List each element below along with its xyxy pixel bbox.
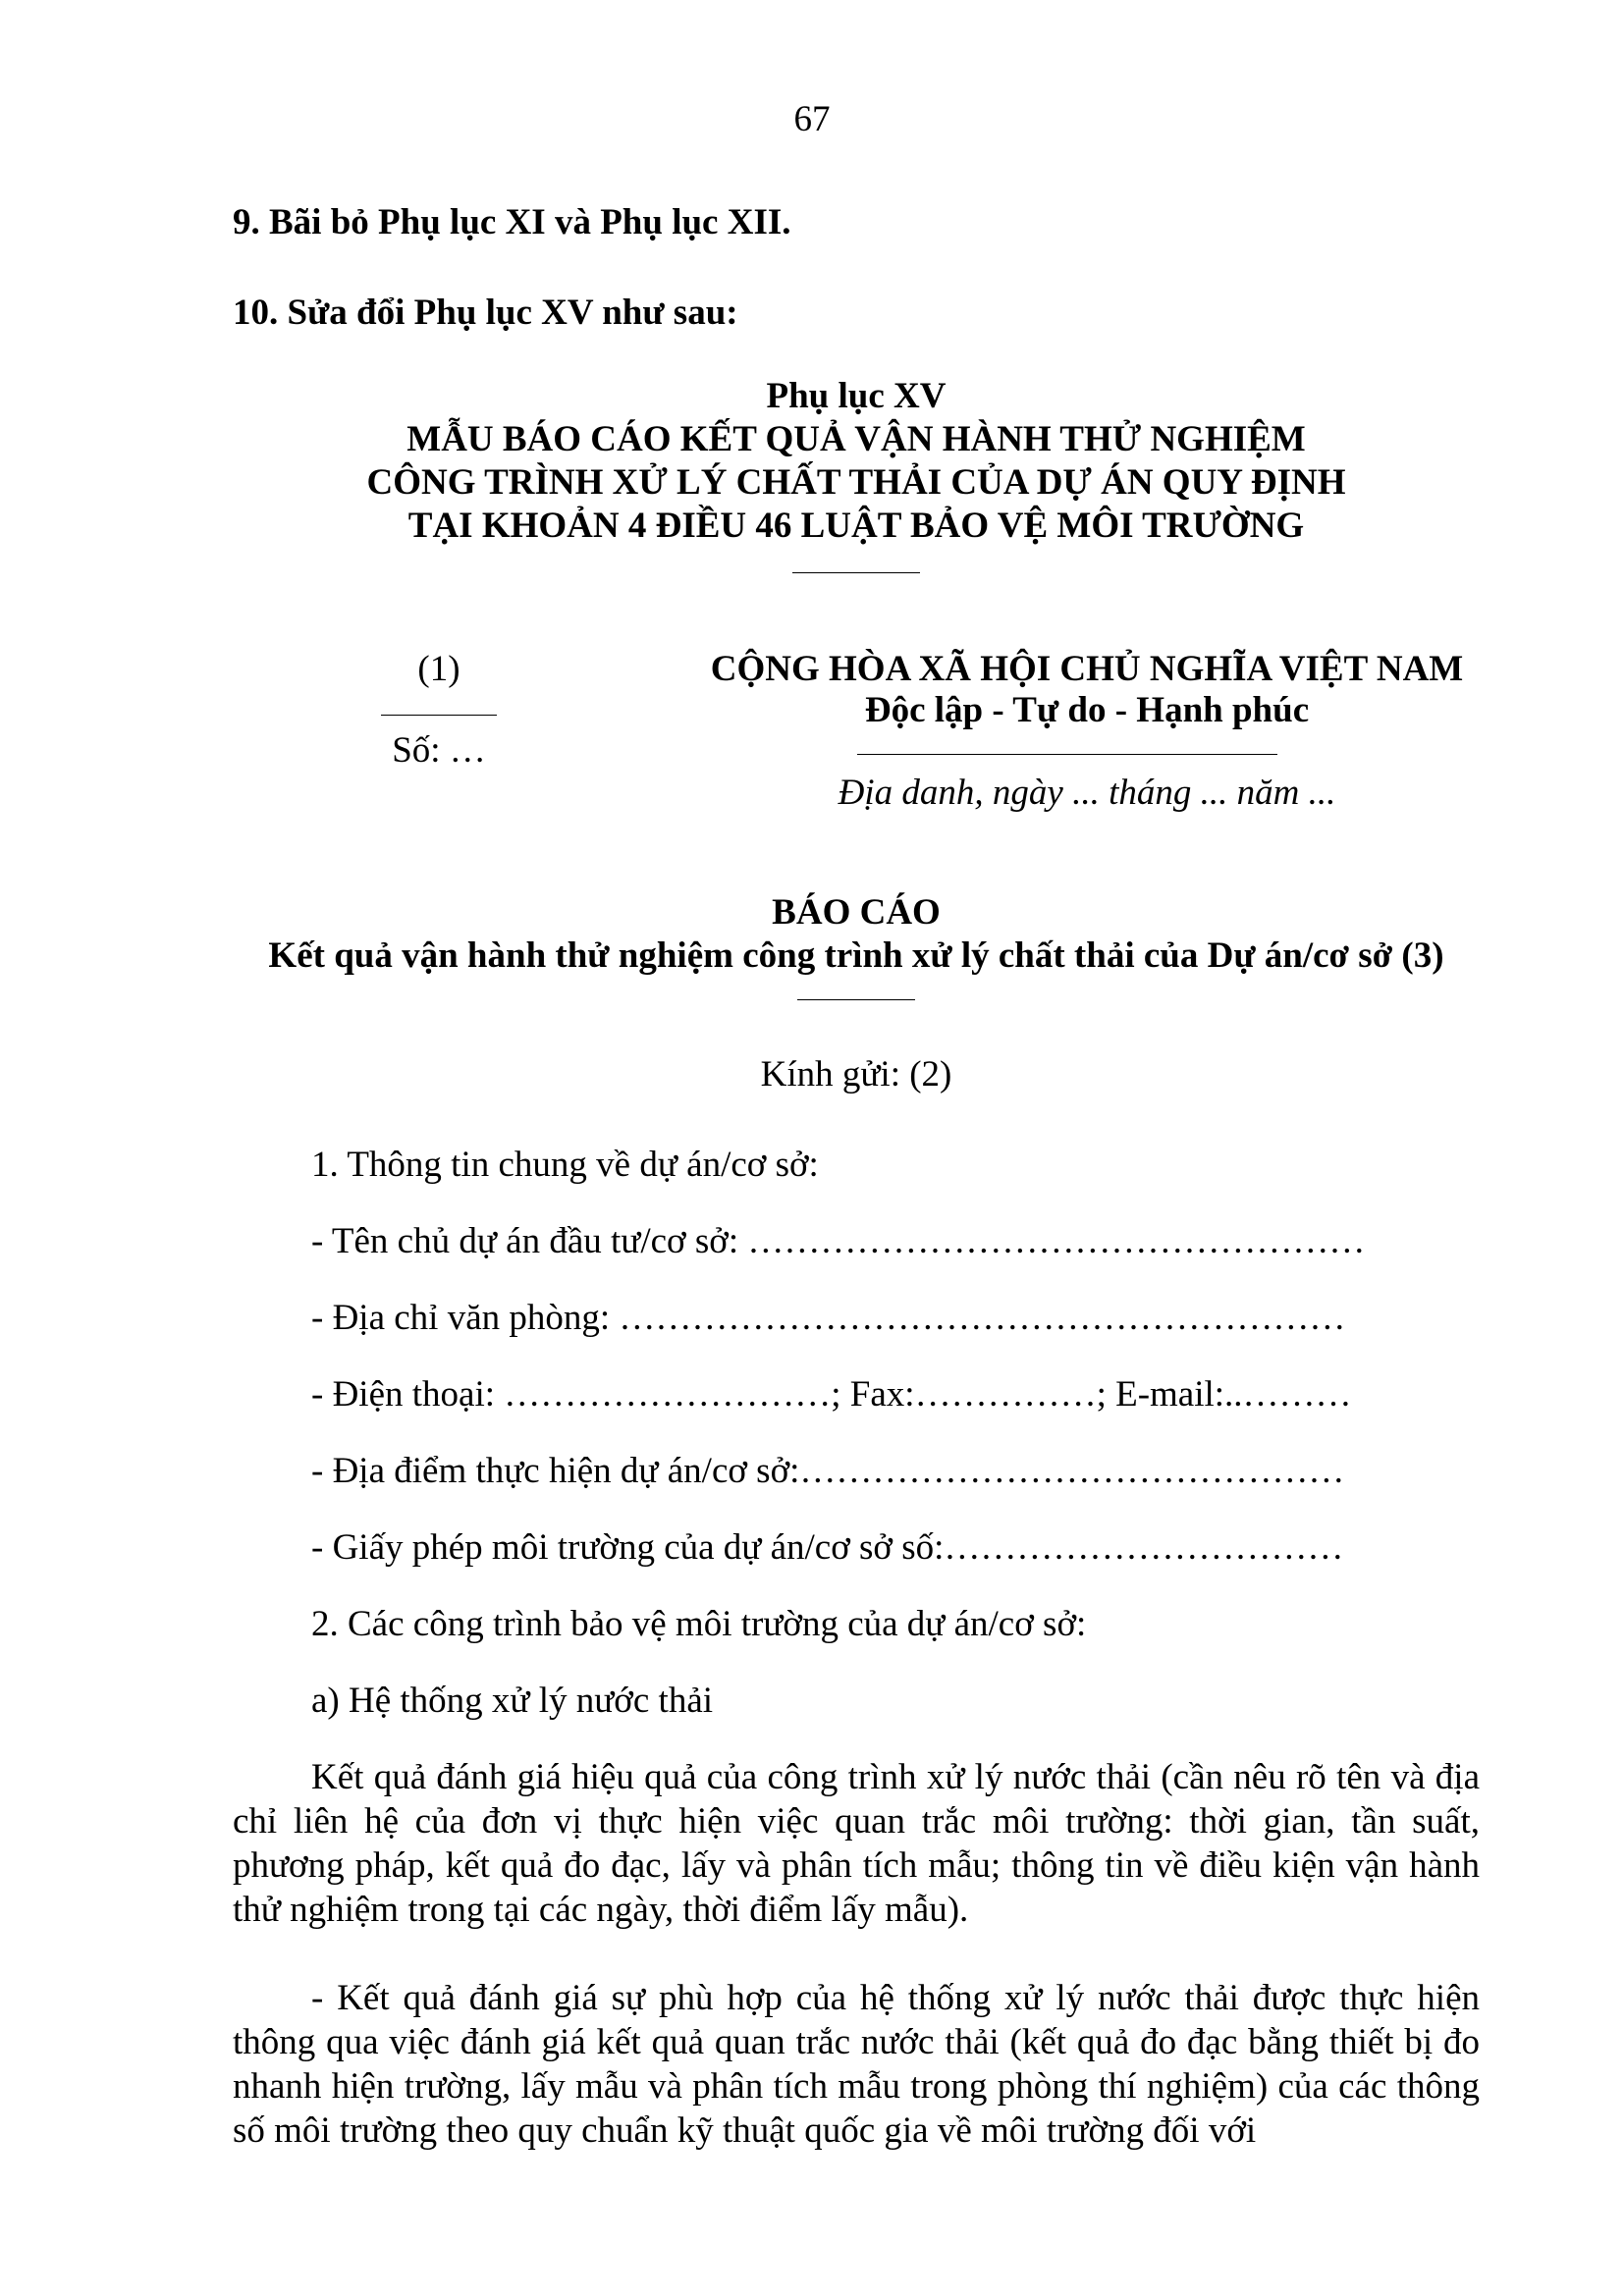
report-divider bbox=[797, 999, 915, 1000]
project-location-field: - Địa điểm thực hiện dự án/cơ sở:……………………………………… bbox=[311, 1451, 1345, 1491]
appendix-label: Phụ lục XV bbox=[766, 376, 947, 416]
appendix-divider bbox=[792, 572, 920, 573]
contact-field: - Điện thoại: ………………………; Fax:……………; E-mail:..……… bbox=[311, 1374, 1352, 1415]
office-address-field: - Địa chỉ văn phòng: …………………………………………………… bbox=[311, 1298, 1346, 1338]
environmental-permit-field: - Giấy phép môi trường của dự án/cơ sở số:…………………………… bbox=[311, 1527, 1344, 1568]
country-name: CỘNG HÒA XÃ HỘI CHỦ NGHĨA VIỆT NAM bbox=[710, 649, 1464, 689]
appendix-title-block bbox=[233, 375, 1480, 548]
page-number: 67 bbox=[793, 99, 831, 139]
appendix-title-line1: MẪU BÁO CÁO KẾT QUẢ VẬN HÀNH THỬ NGHIỆM bbox=[406, 419, 1306, 459]
motto-divider bbox=[857, 754, 1277, 755]
document-number: Số: … bbox=[392, 730, 486, 771]
amendment-item-10: 10. Sửa đổi Phụ lục XV như sau: bbox=[233, 293, 738, 333]
recipient-line: Kính gửi: (2) bbox=[760, 1054, 952, 1095]
amendment-item-9: 9. Bãi bỏ Phụ lục XI và Phụ lục XII. bbox=[233, 202, 791, 242]
section2-sub-a: a) Hệ thống xử lý nước thải bbox=[311, 1681, 714, 1721]
place-date: Địa danh, ngày ... tháng ... năm ... bbox=[838, 773, 1336, 813]
section2-heading: 2. Các công trình bảo vệ môi trường của dự án/cơ sở: bbox=[311, 1604, 1087, 1644]
issuing-org: (1) bbox=[417, 649, 460, 689]
report-title: BÁO CÁO bbox=[772, 892, 941, 933]
national-motto: Độc lập - Tự do - Hạnh phúc bbox=[864, 690, 1310, 730]
issuing-org-divider bbox=[381, 715, 497, 716]
appendix-title-line3: TẠI KHOẢN 4 ĐIỀU 46 LUẬT BẢO VỆ MÔI TRƯỜNG bbox=[407, 506, 1305, 546]
section1-heading: 1. Thông tin chung về dự án/cơ sở: bbox=[311, 1145, 819, 1185]
section2-paragraph-2: - Kết quả đánh giá sự phù hợp của hệ thống xử lý nước thải được thực hiện thông qua việc đánh giá kết quả quan trắc nước thải (kết quả đo đạc bằng thiết bị đo nhanh hiện trường, lấy mẫu và phân tích mẫu trong phòng thí nghiệm) của các thông số môi trường theo quy chuẩn kỹ thuật quốc gia về môi trường đối với bbox=[233, 1978, 1480, 2151]
section2-paragraph-1: Kết quả đánh giá hiệu quả của công trình xử lý nước thải (cần nêu rõ tên và địa chỉ liên hệ của đơn vị thực hiện việc quan trắc môi trường: thời gian, tần suất, phương pháp, kết quả đo đạc, lấy và phân tích mẫu; thông tin về điều kiện vận hành thử nghiệm trong tại các ngày, thời điểm lấy mẫu). bbox=[233, 1757, 1480, 1930]
appendix-title-line2: CÔNG TRÌNH XỬ LÝ CHẤT THẢI CỦA DỰ ÁN QUY ĐỊNH bbox=[366, 462, 1346, 503]
owner-name-field: - Tên chủ dự án đầu tư/cơ sở: …………………………………………… bbox=[311, 1221, 1366, 1261]
report-subtitle: Kết quả vận hành thử nghiệm công trình xử lý chất thải của Dự án/cơ sở (3) bbox=[268, 935, 1444, 976]
